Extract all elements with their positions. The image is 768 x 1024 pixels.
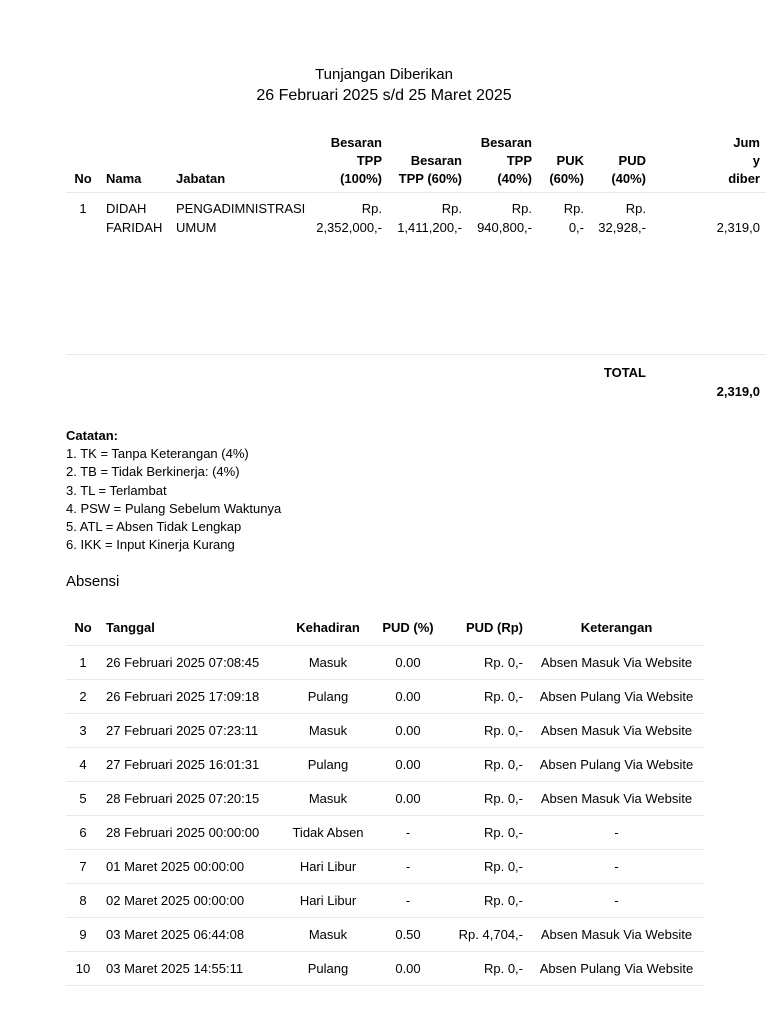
absensi-row <box>66 680 704 714</box>
absensi-kehadiran: Masuk <box>284 646 372 680</box>
absensi-header-pud-rp: PUD (Rp) <box>444 609 529 646</box>
tpp-besaran-40: Rp. 940,800,- <box>468 193 538 355</box>
absensi-no: 10 <box>66 952 100 986</box>
absensi-pud-pct: - <box>372 884 444 918</box>
header-pud: PUD (40%) <box>590 128 652 193</box>
absensi-kehadiran: Masuk <box>284 918 372 952</box>
absensi-row <box>66 714 704 748</box>
absensi-row <box>66 884 704 918</box>
absensi-header-pud-pct: PUD (%) <box>372 609 444 646</box>
absensi-row <box>66 748 704 782</box>
total-label: TOTAL <box>603 365 646 380</box>
absensi-tanggal: 03 Maret 2025 14:55:11 <box>100 952 284 986</box>
absensi-tanggal: 27 Februari 2025 16:01:31 <box>100 748 284 782</box>
catatan-item: 3. TL = Terlambat <box>66 482 167 498</box>
absensi-row <box>66 952 704 986</box>
tpp-jabatan: PENGADIMNISTRASI UMUM <box>170 193 302 355</box>
absensi-keterangan: - <box>529 850 704 884</box>
header-no: No <box>66 128 100 193</box>
absensi-pud-rp: Rp. 0,- <box>444 952 529 986</box>
catatan-title: Catatan: <box>66 428 119 443</box>
absensi-no: 3 <box>66 714 100 748</box>
tpp-jumlah: 2,319,0 <box>652 193 766 355</box>
tpp-puk: Rp. 0,- <box>538 193 590 355</box>
absensi-no: 2 <box>66 680 100 714</box>
header-besaran-tpp-60: Besaran TPP (60%) <box>388 128 468 193</box>
absensi-pud-pct: 0.00 <box>372 952 444 986</box>
absensi-kehadiran: Pulang <box>284 680 372 714</box>
absensi-kehadiran: Hari Libur <box>284 850 372 884</box>
absensi-pud-rp: Rp. 0,- <box>444 816 529 850</box>
absensi-tanggal: 28 Februari 2025 00:00:00 <box>100 816 284 850</box>
absensi-body <box>66 646 704 986</box>
report-title: Tunjangan Diberikan <box>315 66 453 83</box>
absensi-keterangan: - <box>529 884 704 918</box>
absensi-table-container <box>66 609 704 986</box>
absensi-tanggal: 03 Maret 2025 06:44:08 <box>100 918 284 952</box>
absensi-keterangan: Absen Pulang Via Website <box>529 680 704 714</box>
tpp-table-container <box>66 128 760 410</box>
absensi-no: 9 <box>66 918 100 952</box>
tpp-table <box>66 128 766 409</box>
header-jumlah-diberikan: Jum y diber <box>652 128 766 193</box>
absensi-table <box>66 609 704 986</box>
catatan-item: 4. PSW = Pulang Sebelum Waktunya <box>66 500 282 516</box>
absensi-kehadiran: Pulang <box>284 748 372 782</box>
catatan-item: 1. TK = Tanpa Keterangan (4%) <box>66 446 249 462</box>
absensi-tanggal: 26 Februari 2025 07:08:45 <box>100 646 284 680</box>
absensi-keterangan: Absen Masuk Via Website <box>529 918 704 952</box>
absensi-row <box>66 850 704 884</box>
absensi-pud-rp: Rp. 0,- <box>444 646 529 680</box>
header-jabatan: Jabatan <box>170 128 302 193</box>
absensi-tanggal: 26 Februari 2025 17:09:18 <box>100 680 284 714</box>
absensi-tanggal: 02 Maret 2025 00:00:00 <box>100 884 284 918</box>
absensi-header-tanggal: Tanggal <box>100 609 284 646</box>
absensi-kehadiran: Tidak Absen <box>284 816 372 850</box>
absensi-row <box>66 918 704 952</box>
absensi-row <box>66 782 704 816</box>
absensi-keterangan: Absen Pulang Via Website <box>529 952 704 986</box>
absensi-pud-pct: - <box>372 816 444 850</box>
absensi-pud-pct: - <box>372 850 444 884</box>
tpp-besaran-60: Rp. 1,411,200,- <box>388 193 468 355</box>
report-header <box>0 64 768 106</box>
catatan-item: 6. IKK = Input Kinerja Kurang <box>66 537 235 553</box>
absensi-tanggal: 01 Maret 2025 00:00:00 <box>100 850 284 884</box>
absensi-keterangan: Absen Masuk Via Website <box>529 646 704 680</box>
header-puk: PUK (60%) <box>538 128 590 193</box>
tpp-total-row <box>66 355 766 410</box>
absensi-tanggal: 27 Februari 2025 07:23:11 <box>100 714 284 748</box>
absensi-row <box>66 646 704 680</box>
absensi-pud-pct: 0.00 <box>372 714 444 748</box>
absensi-no: 7 <box>66 850 100 884</box>
tpp-besaran-100: Rp. 2,352,000,- <box>302 193 388 355</box>
absensi-pud-pct: 0.00 <box>372 782 444 816</box>
absensi-kehadiran: Masuk <box>284 714 372 748</box>
absensi-keterangan: - <box>529 816 704 850</box>
absensi-pud-rp: Rp. 0,- <box>444 782 529 816</box>
absensi-header-kehadiran: Kehadiran <box>284 609 372 646</box>
absensi-pud-rp: Rp. 4,704,- <box>444 918 529 952</box>
absensi-row <box>66 816 704 850</box>
absensi-pud-rp: Rp. 0,- <box>444 850 529 884</box>
tpp-header-row <box>66 128 766 193</box>
header-nama: Nama <box>100 128 170 193</box>
absensi-kehadiran: Masuk <box>284 782 372 816</box>
absensi-pud-rp: Rp. 0,- <box>444 884 529 918</box>
absensi-pud-pct: 0.00 <box>372 680 444 714</box>
header-besaran-tpp-100: Besaran TPP (100%) <box>302 128 388 193</box>
absensi-no: 1 <box>66 646 100 680</box>
tpp-pud: Rp. 32,928,- <box>590 193 652 355</box>
absensi-keterangan: Absen Masuk Via Website <box>529 782 704 816</box>
absensi-kehadiran: Hari Libur <box>284 884 372 918</box>
absensi-pud-pct: 0.00 <box>372 646 444 680</box>
tpp-nama: DIDAH FARIDAH <box>100 193 170 355</box>
absensi-title: Absensi <box>66 573 120 590</box>
absensi-header-keterangan: Keterangan <box>529 609 704 646</box>
total-value: 2,319,0 <box>716 384 760 399</box>
absensi-pud-rp: Rp. 0,- <box>444 680 529 714</box>
absensi-keterangan: Absen Pulang Via Website <box>529 748 704 782</box>
absensi-pud-pct: 0.00 <box>372 748 444 782</box>
absensi-header-row <box>66 609 704 646</box>
absensi-pud-pct: 0.50 <box>372 918 444 952</box>
catatan-item: 5. ATL = Absen Tidak Lengkap <box>66 519 242 535</box>
catatan-section <box>66 427 281 554</box>
report-period: 26 Februari 2025 s/d 25 Maret 2025 <box>256 87 512 104</box>
header-besaran-tpp-40: Besaran TPP (40%) <box>468 128 538 193</box>
absensi-no: 6 <box>66 816 100 850</box>
tpp-row <box>66 193 766 355</box>
absensi-pud-rp: Rp. 0,- <box>444 748 529 782</box>
absensi-tanggal: 28 Februari 2025 07:20:15 <box>100 782 284 816</box>
catatan-item: 2. TB = Tidak Berkinerja: (4%) <box>66 464 240 480</box>
tpp-no: 1 <box>66 193 100 355</box>
absensi-pud-rp: Rp. 0,- <box>444 714 529 748</box>
absensi-header-no: No <box>66 609 100 646</box>
absensi-no: 5 <box>66 782 100 816</box>
absensi-keterangan: Absen Masuk Via Website <box>529 714 704 748</box>
absensi-no: 4 <box>66 748 100 782</box>
absensi-no: 8 <box>66 884 100 918</box>
absensi-kehadiran: Pulang <box>284 952 372 986</box>
